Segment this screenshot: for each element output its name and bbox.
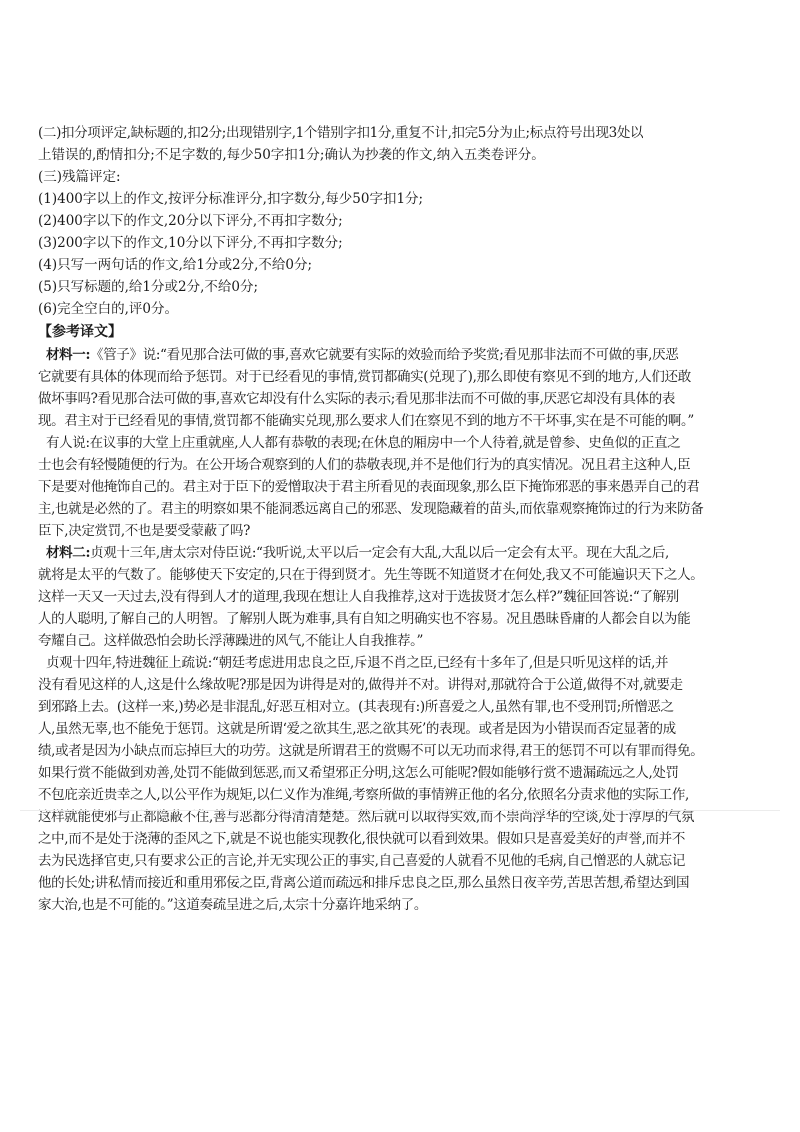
memorial-line: 不包庇亲近贵幸之人,以公平作为规矩,以仁义作为准绳,考察所做的事情辨正他的名分,依照名分责求他的实际工作, [38,787,689,803]
memorial-line: 人,虽然无辜,也不能免于惩罚。这就是所谓‘爱之欲其生,恶之欲其死’的表现。或者是因为小错误而否定显著的成 [38,721,676,737]
commentary-line: 主,也就是必然的了。君主的明察如果不能洞悉远离自己的邪恶、发现隐藏着的苗头,而依靠观察掩饰过的行为来防备 [38,501,704,517]
scoring-part2-line: (二)扣分项评定,缺标题的,扣2分;出现错别字,1个错别字扣1分,重复不计,扣完5分为止;标点符号出现3处以 [38,125,644,141]
memorial-paragraph [38,652,762,916]
material2-line: 夸耀自己。这样做恐怕会助长浮薄躁进的风气,不能让人自我推荐。” [38,633,424,649]
memorial-line: 到邪路上去。(这样一来,)势必是非混乱,好恶互相对立。(其表现有:)所喜爱之人,虽然有罪,也不受刑罚;所憎恶之 [38,699,674,715]
memorial-line: 绩,或者是因为小缺点而忘掉巨大的功劳。这就是所谓君王的赏赐不可以无功而求得,君王的惩罚不可以有罪而得免。 [38,743,704,759]
commentary-paragraph [38,432,762,542]
material1-line: 它就要有具体的体现而给予惩罚。对于已经看见的事情,赏罚都确实(兑现了),那么即使有察见不到的地方,人们还敢 [38,369,691,385]
material2-line: 就将是太平的气数了。能够使天下安定的,只在于得到贤才。先生等既不知道贤才在何处,我又不可能遍识天下之人。 [38,567,704,583]
scoring-section [38,122,762,320]
memorial-line: 贞观十四年,特进魏征上疏说:“朝廷考虑进用忠良之臣,斥退不肖之臣,已经有十多年了,但是只听见这样的话,并 [46,655,669,671]
material2-line: 人的人聪明,了解自己的人明智。了解别人既为难事,具有自知之明确实也不容易。况且愚昧昏庸的人都会自以为能 [38,611,691,627]
material2-paragraph [38,542,762,652]
material2-line: 材料二:贞观十三年,唐太宗对侍臣说:“我听说,太平以后一定会有大乱,大乱以后一定会有太平。现在大乱之后, [46,545,669,561]
memorial-line: 没有看见这样的人,这是什么缘故呢?那是因为讲得是对的,做得并不对。讲得对,那就符合于公道,做得不对,就要走 [38,677,683,693]
scoring-part3-item: (6)完全空白的,评0分。 [38,301,179,317]
memorial-line: 家大治,也是不可能的。”这道奏疏呈进之后,太宗十分嘉许地采纳了。 [38,897,428,913]
scoring-part2-line: 上错误的,酌情扣分;不足字数的,每少50字扣1分;确认为抄袭的作文,纳入五类卷评分。 [38,147,545,163]
memorial-line: 去为民选择官吏,只有要求公正的言论,并无实现公正的事实,自己喜爱的人就看不见他的毛病,自己憎恶的人就忘记 [38,853,685,869]
scoring-part3-item: (4)只写一两句话的作文,给1分或2分,不给0分; [38,257,313,273]
material1-lead: 材料一: [46,347,91,363]
scoring-part3-item: (1)400字以上的作文,按评分标准评分,扣字数分,每少50字扣1分; [38,191,424,207]
material1-line: 现。君主对于已经看见的事情,赏罚都不能确实兑现,那么要求人们在察见不到的地方不干坏事,实在是不可能的啊。” [38,413,694,429]
translation-section [38,320,762,916]
page-divider [20,810,780,811]
material2-line: 这样一天又一天过去,没有得到人才的道理,我现在想让人自我推荐,这对于选拔贤才怎么样?”魏征回答说:“了解别 [38,589,679,605]
memorial-line: 如果行赏不能做到劝善,处罚不能做到惩恶,而又希望邪正分明,这怎么可能呢?假如能够行赏不遗漏疏远之人,处罚 [38,765,679,781]
memorial-line: 他的长处;讲私情而接近和重用邪佞之臣,背离公道而疏远和排斥忠良之臣,那么虽然日夜辛劳,苦思苦想,希望达到国 [38,875,690,891]
material1-paragraph [38,344,762,432]
memorial-line: 之中,而不是处于浇薄的歪风之下,就是不说也能实现教化,很快就可以看到效果。假如只是喜爱美好的声誉,而并不 [38,831,685,847]
translation-heading: 【参考译文】 [38,324,122,340]
scoring-part3-item: (2)400字以下的作文,20分以下评分,不再扣字数分; [38,213,343,229]
commentary-line: 有人说:在议事的大堂上庄重就座,人人都有恭敬的表现;在休息的厢房中一个人待着,就是曾参、史鱼似的正直之 [46,435,681,451]
material2-lead: 材料二: [46,545,91,561]
commentary-line: 臣下,决定赏罚,不也是要受蒙蔽了吗? [38,523,251,539]
scoring-part3-item: (3)200字以下的作文,10分以下评分,不再扣字数分; [38,235,343,251]
scoring-part3-title: (三)残篇评定: [38,169,121,185]
material1-line: 材料一:《管子》说:“看见那合法可做的事,喜欢它就要有实际的效验而给予奖赏;看见那非法而不可做的事,厌恶 [46,347,679,363]
commentary-line: 士也会有轻慢随便的行为。在公开场合观察到的人们的恭敬表现,并不是他们行为的真实情况。况且君主这种人,臣 [38,457,691,473]
commentary-line: 下是要对他掩饰自己的。君主对于臣下的爱憎取决于君主所看见的表面现象,那么臣下掩饰邪恶的事来愚弄自己的君 [38,479,700,495]
scoring-part3-item: (5)只写标题的,给1分或2分,不给0分; [38,279,259,295]
material1-line: 做坏事吗?看见那合法可做的事,喜欢它却没有什么实际的表示;看见那非法而不可做的事,厌恶它却没有具体的表 [38,391,676,407]
memorial-line: 这样就能使邪与正都隐蔽不住,善与恶都分得清清楚楚。然后就可以取得实效,而不崇尚浮华的空谈,处于淳厚的气氛 [38,809,695,825]
